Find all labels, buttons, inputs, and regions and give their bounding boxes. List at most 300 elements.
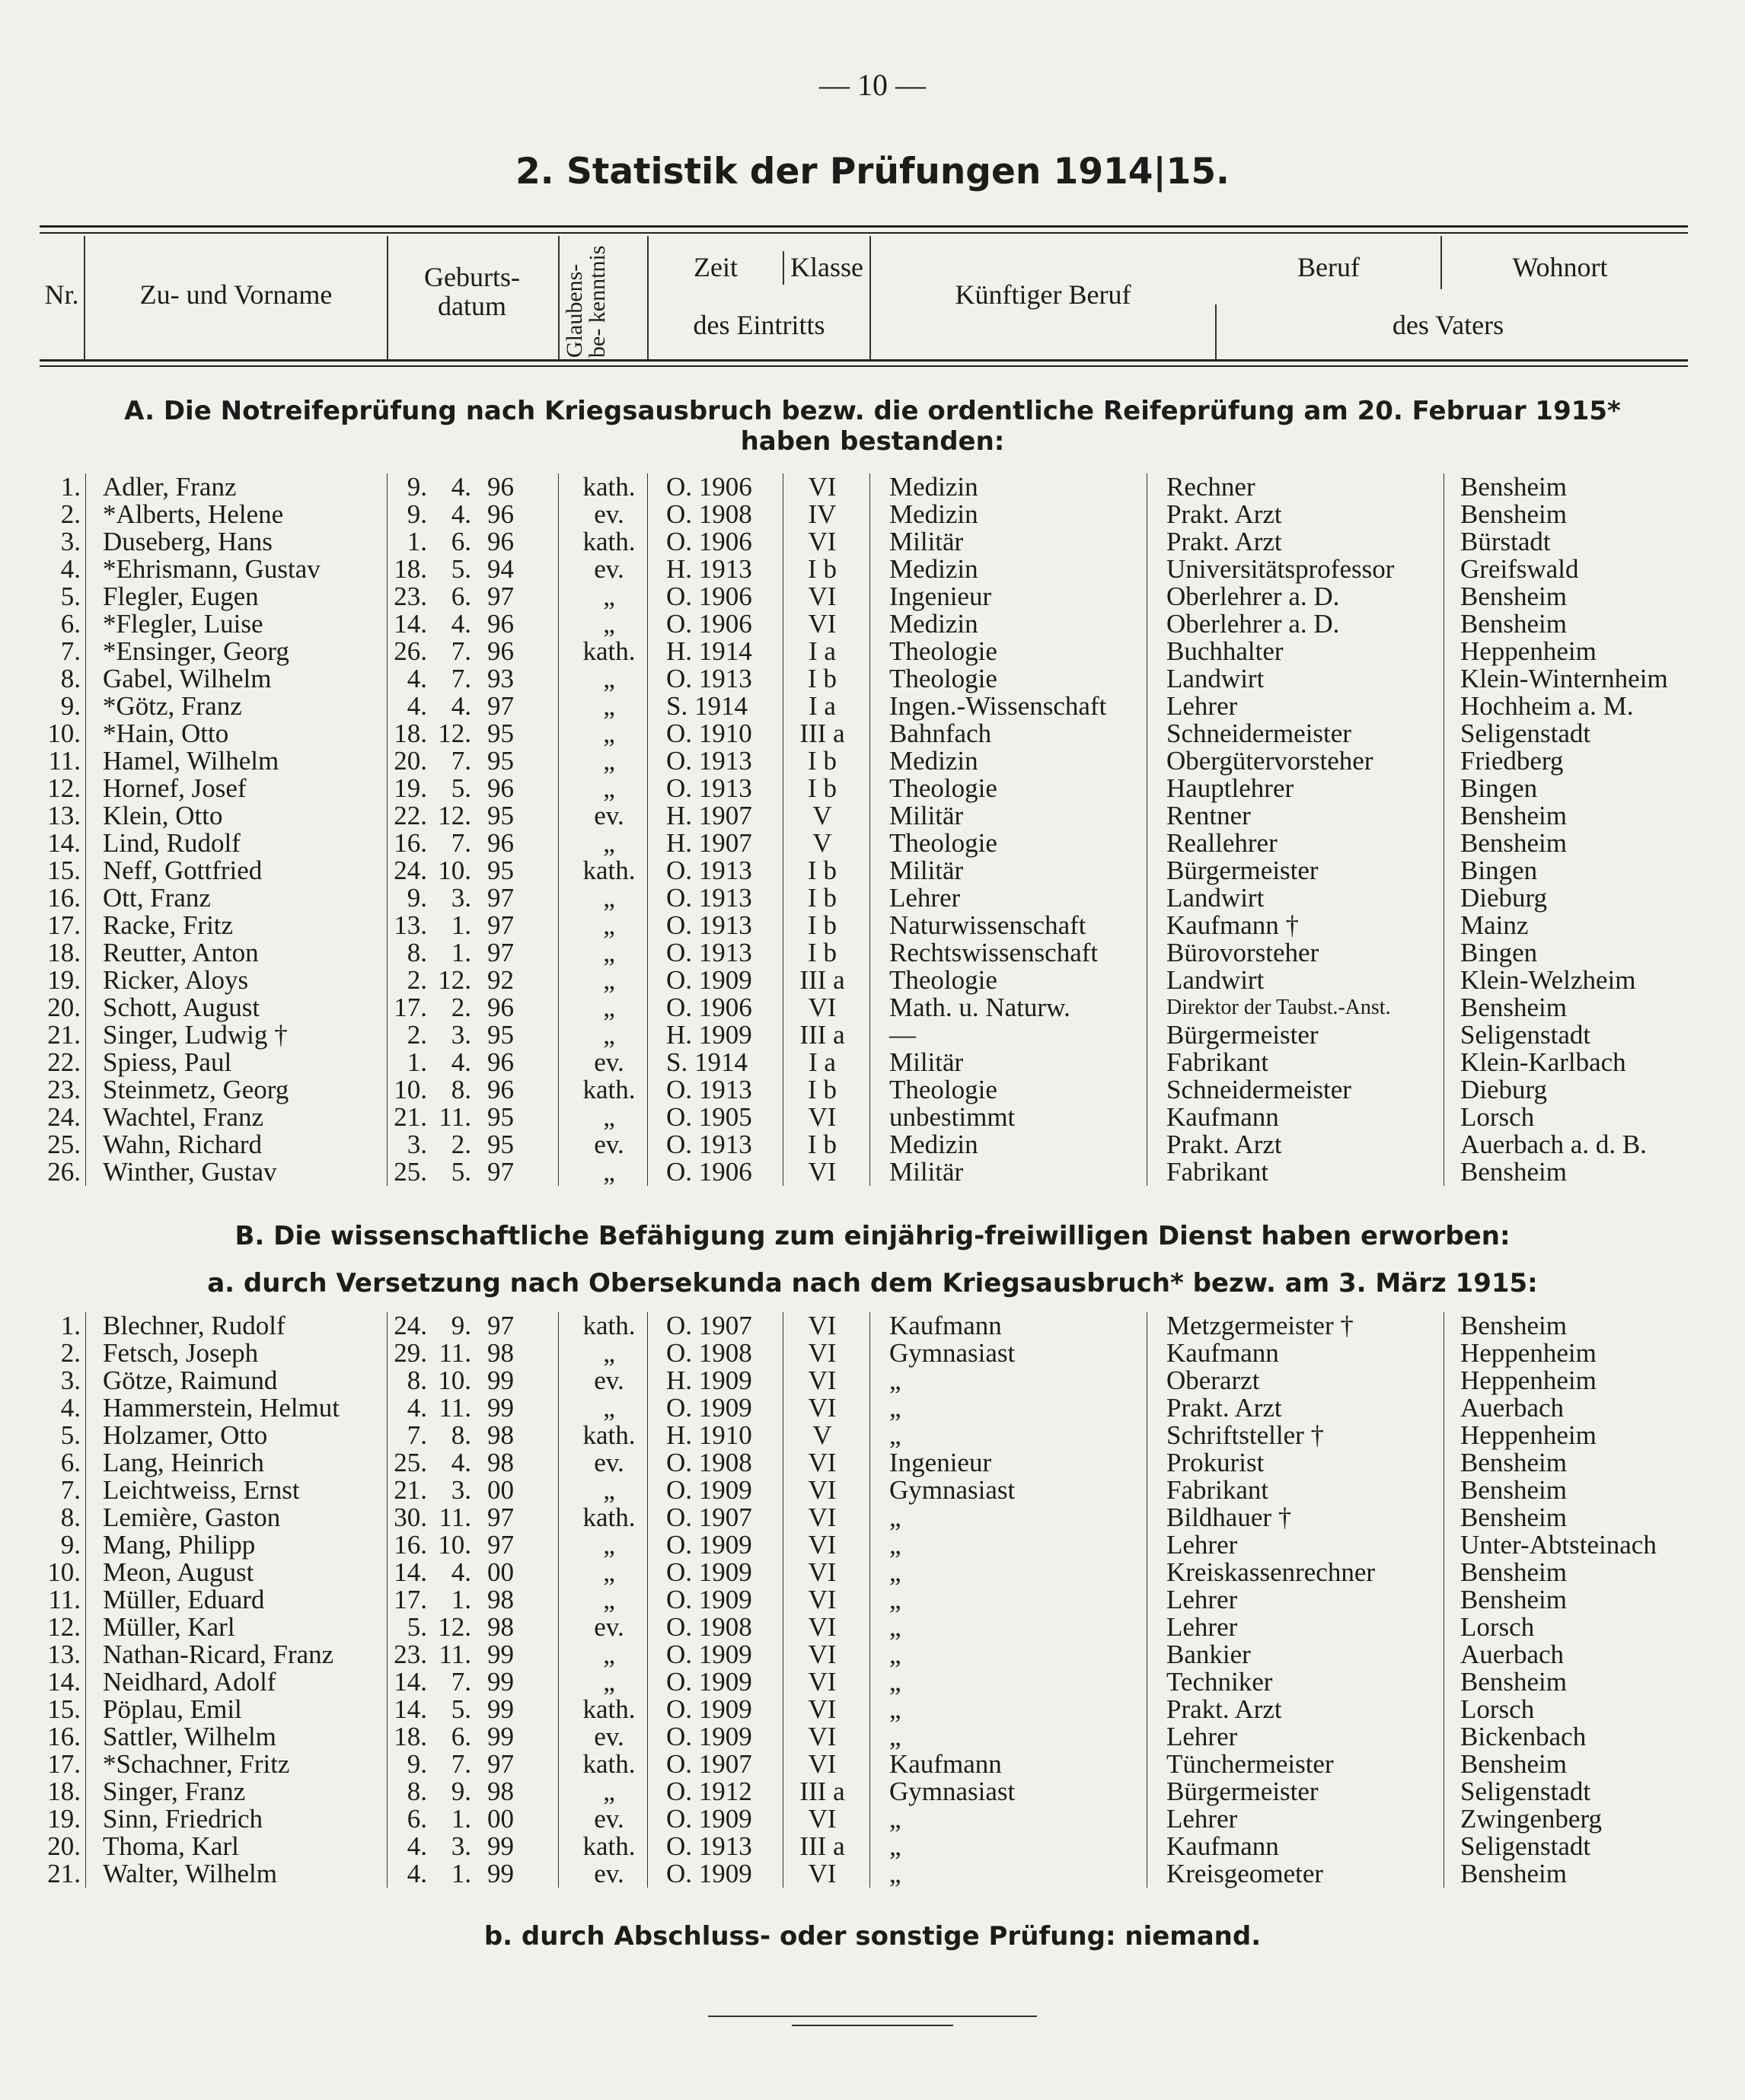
section-a-row [0,501,1745,528]
cell-entry-time: O. 1909 [666,1694,752,1724]
cell-entry-class: VI [808,1503,837,1532]
cell-father-profession: Universitätsprofessor [1166,554,1395,584]
cell-birth-year: 97 [487,1749,514,1779]
cell-entry-class: VI [808,1585,837,1614]
header-divider [1215,304,1217,359]
cell-birth-month: 8. [451,1420,471,1450]
cell-birth-day: 18. [394,719,427,748]
cell-entry-time: O. 1907 [666,1749,752,1779]
section-a-row [0,994,1745,1021]
cell-nr: 20. [47,993,81,1022]
cell-entry-class: VI [808,472,837,502]
cell-father-residence: Seligenstadt [1460,1777,1591,1806]
cell-birth-year: 99 [487,1640,514,1669]
cell-father-residence: Heppenheim [1460,1338,1597,1368]
cell-nr: 13. [47,1640,81,1669]
cell-confession: „ [603,1777,615,1806]
cell-birth-day: 10. [394,1075,427,1104]
header-beruf: Beruf [1297,252,1360,282]
cell-entry-class: I a [809,636,836,666]
cell-entry-class: VI [808,1722,837,1751]
cell-birth-year: 96 [487,828,514,858]
cell-confession: kath. [582,472,636,502]
cell-entry-class: VI [808,527,837,556]
cell-birth-day: 21. [394,1475,427,1505]
cell-entry-class: III a [799,1020,845,1050]
cell-father-profession: Prakt. Arzt [1166,1393,1282,1423]
cell-nr: 19. [47,1804,81,1834]
cell-birth-year: 99 [487,1831,514,1861]
section-b-row [0,1751,1745,1778]
section-a-heading-2: haben bestanden: [740,426,1005,457]
cell-nr: 17. [47,910,81,940]
cell-future-profession: Gymnasiast [889,1338,1016,1368]
cell-future-profession: Theologie [889,828,997,858]
cell-entry-time: O. 1909 [666,1585,752,1614]
cell-father-profession: Obergütervorsteher [1166,746,1373,776]
cell-father-profession: Lehrer [1166,1612,1238,1642]
cell-birth-month: 3. [451,1831,471,1861]
cell-birth-day: 7. [407,1420,427,1450]
cell-confession: kath. [582,1749,636,1779]
cell-father-profession: Bürgermeister [1166,856,1319,885]
cell-birth-day: 22. [394,801,427,830]
cell-entry-time: O. 1906 [666,527,752,556]
cell-birth-day: 24. [394,1311,427,1340]
cell-nr: 2. [60,1338,81,1368]
section-b-row [0,1531,1745,1559]
cell-nr: 7. [60,636,81,666]
cell-birth-day: 23. [394,582,427,611]
cell-future-profession: Medizin [889,609,978,639]
cell-entry-time: O. 1909 [666,1859,752,1888]
cell-name: Hammerstein, Helmut [103,1393,340,1423]
cell-father-profession: Tünchermeister [1166,1749,1334,1779]
cell-future-profession: „ [889,1640,901,1669]
section-a-heading: A. Die Notreifeprüfung nach Kriegsausbruch bezw. die ordentliche Reifeprüfung am 20. Februar 1915* [124,396,1621,426]
cell-father-residence: Lorsch [1460,1612,1535,1642]
section-a-row [0,830,1745,857]
cell-confession: „ [603,746,615,776]
section-a-row [0,1021,1745,1049]
header-divider [558,236,560,359]
cell-entry-time: H. 1914 [666,636,752,666]
cell-name: Singer, Ludwig † [103,1020,288,1050]
cell-father-residence: Bingen [1460,856,1538,885]
section-a-row [0,1076,1745,1104]
cell-future-profession: „ [889,1420,901,1450]
cell-confession: „ [603,1102,615,1132]
cell-name: Götze, Raimund [103,1365,278,1395]
cell-father-residence: Klein-Karlbach [1460,1047,1626,1077]
cell-entry-time: O. 1905 [666,1102,752,1132]
cell-birth-year: 97 [487,1530,514,1560]
cell-birth-day: 23. [394,1640,427,1669]
cell-entry-time: O. 1907 [666,1503,752,1532]
cell-entry-time: O. 1908 [666,1612,752,1642]
cell-birth-day: 18. [394,1722,427,1751]
cell-confession: „ [603,1530,615,1560]
cell-name: Neff, Gottfried [103,856,263,885]
cell-confession: „ [603,910,615,940]
cell-confession: kath. [582,1503,636,1532]
cell-birth-month: 3. [451,1020,471,1050]
cell-entry-class: VI [808,1365,837,1395]
section-b-row [0,1860,1745,1888]
cell-name: *Ehrismann, Gustav [103,554,321,584]
cell-birth-year: 98 [487,1777,514,1806]
cell-birth-year: 96 [487,1075,514,1104]
cell-name: Pöplau, Emil [103,1694,242,1724]
cell-entry-time: H. 1909 [666,1365,752,1395]
column-divider [647,473,648,1186]
cell-future-profession: Math. u. Naturw. [889,993,1070,1022]
section-b-row [0,1833,1745,1860]
cell-entry-time: H. 1907 [666,828,752,858]
cell-entry-time: O. 1906 [666,582,752,611]
cell-father-residence: Bickenbach [1460,1722,1587,1751]
cell-father-profession: Kreisgeometer [1166,1859,1324,1888]
cell-name: Ott, Franz [103,883,211,913]
header-konfession: Glaubens- be- kenntnis [562,245,610,358]
cell-birth-month: 1. [451,1804,471,1834]
cell-confession: „ [603,664,615,693]
cell-birth-year: 99 [487,1667,514,1697]
cell-birth-month: 6. [451,1722,471,1751]
cell-nr: 5. [60,582,81,611]
cell-future-profession: Kaufmann [889,1749,1002,1779]
cell-nr: 1. [60,472,81,502]
cell-birth-month: 4. [451,499,471,529]
cell-birth-month: 12. [438,719,471,748]
cell-birth-year: 96 [487,609,514,639]
cell-nr: 5. [60,1420,81,1450]
cell-father-residence: Bensheim [1460,1448,1567,1477]
cell-father-residence: Bensheim [1460,1157,1567,1187]
cell-confession: „ [603,1475,615,1505]
cell-nr: 17. [47,1749,81,1779]
cell-father-profession: Kaufmann [1166,1831,1279,1861]
cell-father-profession: Direktor der Taubst.-Anst. [1166,996,1391,1019]
cell-birth-month: 6. [451,527,471,556]
cell-name: *Hain, Otto [103,719,229,748]
cell-entry-class: III a [799,1831,845,1861]
cell-father-residence: Klein-Winternheim [1460,664,1668,693]
cell-father-residence: Bensheim [1460,582,1567,611]
cell-father-residence: Seligenstadt [1460,719,1591,748]
cell-birth-month: 5. [451,1157,471,1187]
cell-confession: „ [603,1338,615,1368]
header-name: Zu- und Vorname [139,279,333,310]
cell-confession: kath. [582,1694,636,1724]
cell-confession: kath. [582,527,636,556]
cell-entry-class: VI [808,1640,837,1669]
cell-birth-year: 00 [487,1804,514,1834]
cell-birth-year: 99 [487,1722,514,1751]
cell-entry-time: O. 1913 [666,1075,752,1104]
cell-future-profession: Ingenieur [889,1448,992,1477]
cell-father-residence: Bürstadt [1460,527,1551,556]
section-a-row [0,720,1745,747]
cell-nr: 22. [47,1047,81,1077]
cell-father-residence: Bensheim [1460,472,1567,502]
cell-birth-month: 11. [439,1503,471,1532]
cell-father-profession: Rentner [1166,801,1251,830]
cell-birth-month: 1. [451,938,471,967]
cell-birth-year: 98 [487,1585,514,1614]
section-a-row [0,1158,1745,1186]
cell-father-profession: Bürgermeister [1166,1020,1319,1050]
cell-birth-month: 11. [439,1102,471,1132]
header-geburtsdatum: Geburts- datum [424,262,520,321]
cell-father-residence: Lorsch [1460,1102,1535,1132]
cell-entry-time: O. 1913 [666,1130,752,1159]
cell-name: Gabel, Wilhelm [103,664,272,693]
cell-birth-month: 5. [451,554,471,584]
cell-future-profession: „ [889,1804,901,1834]
cell-name: Spiess, Paul [103,1047,232,1077]
cell-birth-year: 99 [487,1694,514,1724]
cell-entry-time: O. 1906 [666,1157,752,1187]
cell-name: Hamel, Wilhelm [103,746,279,776]
section-b-row [0,1394,1745,1422]
section-b-row [0,1641,1745,1668]
cell-nr: 10. [47,719,81,748]
cell-father-profession: Reallehrer [1166,828,1278,858]
cell-birth-day: 14. [394,1557,427,1587]
cell-birth-month: 9. [451,1777,471,1806]
cell-birth-month: 5. [451,1694,471,1724]
cell-entry-class: I b [808,883,837,913]
cell-confession: „ [603,1557,615,1587]
cell-birth-day: 9. [407,883,427,913]
cell-name: Singer, Franz [103,1777,246,1806]
cell-name: *Ensinger, Georg [103,636,289,666]
cell-entry-class: I b [808,746,837,776]
cell-father-profession: Oberarzt [1166,1365,1260,1395]
cell-future-profession: Theologie [889,664,997,693]
section-a-row [0,665,1745,693]
cell-father-residence: Friedberg [1460,746,1564,776]
cell-nr: 10. [47,1557,81,1587]
cell-birth-year: 95 [487,1102,514,1132]
section-a-row [0,967,1745,994]
cell-entry-class: VI [808,1612,837,1642]
cell-future-profession: Ingenieur [889,582,992,611]
cell-father-residence: Dieburg [1460,1075,1548,1104]
cell-entry-time: O. 1906 [666,993,752,1022]
cell-father-profession: Fabrikant [1166,1157,1269,1187]
cell-confession: „ [603,719,615,748]
cell-name: Steinmetz, Georg [103,1075,289,1104]
cell-nr: 21. [47,1020,81,1050]
cell-nr: 8. [60,1503,81,1532]
cell-birth-year: 97 [487,910,514,940]
header-top-rule [40,225,1688,228]
cell-future-profession: Theologie [889,773,997,803]
cell-birth-month: 4. [451,472,471,502]
cell-entry-class: IV [808,499,837,529]
cell-future-profession: Medizin [889,554,978,584]
cell-father-profession: Prokurist [1166,1448,1265,1477]
cell-entry-class: VI [808,609,837,639]
cell-confession: „ [603,1393,615,1423]
cell-confession: „ [603,828,615,858]
section-a-row [0,556,1745,583]
cell-birth-day: 14. [394,609,427,639]
cell-father-residence: Lorsch [1460,1694,1535,1724]
cell-future-profession: „ [889,1722,901,1751]
cell-future-profession: Rechtswissenschaft [889,938,1099,967]
cell-entry-class: VI [808,1694,837,1724]
cell-confession: kath. [582,856,636,885]
cell-entry-time: H. 1907 [666,801,752,830]
cell-nr: 8. [60,664,81,693]
cell-birth-month: 10. [438,1530,471,1560]
cell-father-residence: Bensheim [1460,1503,1567,1532]
cell-birth-year: 95 [487,1130,514,1159]
cell-birth-year: 98 [487,1420,514,1450]
cell-nr: 15. [47,856,81,885]
cell-father-profession: Kaufmann † [1166,910,1299,940]
cell-future-profession: — [889,1020,916,1050]
cell-name: Blechner, Rudolf [103,1311,286,1340]
cell-birth-day: 25. [394,1157,427,1187]
cell-birth-year: 99 [487,1859,514,1888]
cell-father-profession: Techniker [1166,1667,1273,1697]
cell-future-profession: Theologie [889,965,997,995]
cell-entry-time: O. 1909 [666,1667,752,1697]
cell-name: Duseberg, Hans [103,527,273,556]
section-a-row [0,473,1745,501]
cell-birth-year: 96 [487,499,514,529]
cell-confession: „ [603,965,615,995]
cell-confession: „ [603,883,615,913]
cell-father-residence: Auerbach a. d. B. [1460,1130,1647,1159]
cell-birth-day: 19. [394,773,427,803]
cell-entry-time: O. 1913 [666,883,752,913]
section-b-sub-a-heading: a. durch Versetzung nach Obersekunda nach dem Kriegsausbruch* bezw. am 3. März 1915: [207,1268,1538,1299]
cell-birth-day: 9. [407,472,427,502]
cell-entry-class: I b [808,554,837,584]
cell-birth-day: 4. [407,1393,427,1423]
cell-father-profession: Prakt. Arzt [1166,1130,1282,1159]
cell-birth-month: 11. [439,1640,471,1669]
cell-name: Winther, Gustav [103,1157,277,1187]
cell-name: Wahn, Richard [103,1130,263,1159]
cell-name: Walter, Wilhelm [103,1859,277,1888]
cell-entry-time: O. 1908 [666,499,752,529]
cell-entry-time: O. 1913 [666,1831,752,1861]
section-a-row [0,638,1745,665]
cell-future-profession: Gymnasiast [889,1777,1016,1806]
cell-entry-time: H. 1909 [666,1020,752,1050]
cell-entry-time: O. 1909 [666,1804,752,1834]
cell-nr: 6. [60,1448,81,1477]
cell-birth-year: 97 [487,1311,514,1340]
cell-birth-year: 95 [487,1020,514,1050]
cell-entry-class: V [812,801,832,830]
cell-entry-time: O. 1909 [666,1722,752,1751]
section-b-sub-b-heading: b. durch Abschluss- oder sonstige Prüfung: niemand. [483,1921,1262,1952]
header-kuenftiger-beruf: Künftiger Beruf [955,279,1131,310]
section-b-row [0,1367,1745,1394]
cell-nr: 11. [48,1585,81,1614]
section-a-row [0,939,1745,967]
section-a-row [0,912,1745,939]
cell-birth-month: 2. [451,1130,471,1159]
cell-entry-class: VI [808,1667,837,1697]
section-a-row [0,1131,1745,1158]
cell-father-profession: Oberlehrer a. D. [1166,609,1340,639]
cell-birth-month: 7. [451,1667,471,1697]
cell-future-profession: „ [889,1530,901,1560]
cell-future-profession: „ [889,1503,901,1532]
cell-entry-class: I a [809,1047,836,1077]
cell-father-profession: Hauptlehrer [1166,773,1294,803]
cell-birth-year: 92 [487,965,514,995]
cell-entry-class: III a [799,719,845,748]
cell-birth-month: 12. [438,965,471,995]
cell-nr: 16. [47,1722,81,1751]
section-a-row [0,583,1745,610]
cell-entry-class: VI [808,1393,837,1423]
section-a-row [0,693,1745,720]
cell-birth-month: 10. [438,1365,471,1395]
cell-name: Racke, Fritz [103,910,234,940]
cell-birth-year: 97 [487,938,514,967]
column-divider [558,473,559,1186]
cell-father-profession: Schneidermeister [1166,1075,1351,1104]
cell-entry-time: O. 1910 [666,719,752,748]
cell-future-profession: Militär [889,801,964,830]
cell-father-residence: Heppenheim [1460,636,1597,666]
cell-nr: 15. [47,1694,81,1724]
cell-nr: 12. [47,773,81,803]
cell-confession: „ [603,938,615,967]
cell-confession: ev. [594,554,624,584]
cell-confession: „ [603,1640,615,1669]
section-a-row [0,528,1745,556]
cell-entry-class: I b [808,938,837,967]
cell-birth-year: 96 [487,636,514,666]
cell-birth-month: 4. [451,1448,471,1477]
cell-confession: kath. [582,636,636,666]
cell-birth-day: 2. [407,1020,427,1050]
cell-entry-time: H. 1910 [666,1420,752,1450]
cell-birth-year: 98 [487,1612,514,1642]
cell-nr: 3. [60,527,81,556]
header-wohnort: Wohnort [1512,252,1608,282]
cell-future-profession: Kaufmann [889,1311,1002,1340]
cell-entry-time: S. 1914 [666,691,748,721]
cell-father-residence: Auerbach [1460,1640,1565,1669]
cell-nr: 11. [48,746,81,776]
cell-entry-time: O. 1913 [666,664,752,693]
cell-birth-day: 1. [407,527,427,556]
cell-father-profession: Metzgermeister † [1166,1311,1354,1340]
cell-confession: „ [603,1585,615,1614]
cell-birth-month: 12. [438,801,471,830]
section-a-row [0,1104,1745,1131]
cell-father-profession: Rechner [1166,472,1255,502]
section-b-row [0,1805,1745,1833]
cell-entry-class: V [812,1420,832,1450]
section-b-row [0,1668,1745,1696]
cell-entry-time: O. 1906 [666,472,752,502]
cell-father-residence: Dieburg [1460,883,1548,913]
cell-birth-month: 3. [451,1475,471,1505]
